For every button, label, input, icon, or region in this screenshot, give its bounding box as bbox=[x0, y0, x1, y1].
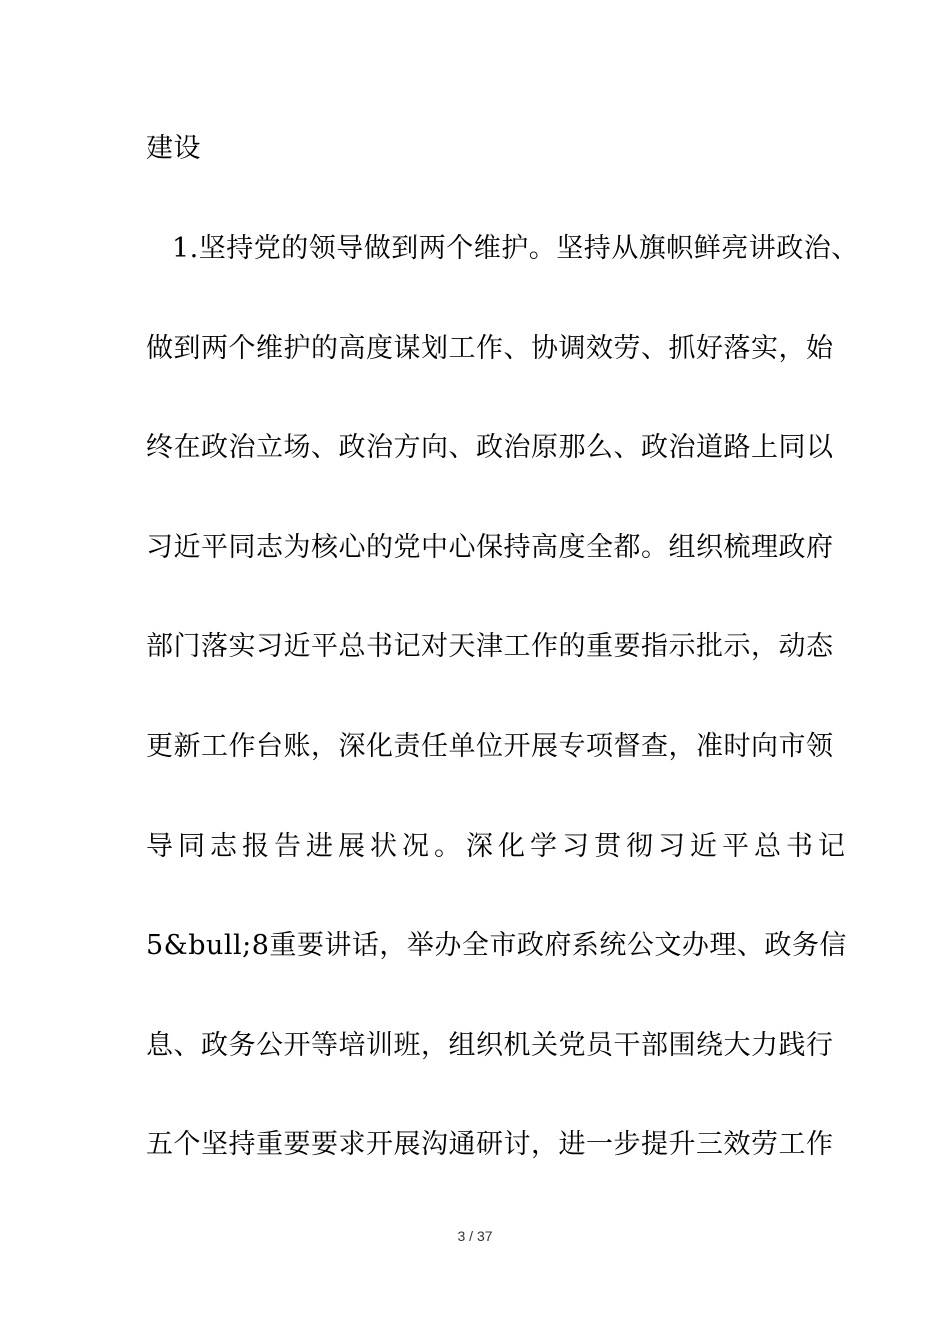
text-line-1: 建设 bbox=[146, 133, 201, 164]
text-line-3: 做到两个维护的高度谋划工作、协调效劳、抓好落实，始 bbox=[146, 333, 834, 364]
text-line-6: 部门落实习近平总书记对天津工作的重要指示批示，动态 bbox=[146, 631, 834, 662]
text-line-9: 5&bull;8重要讲话，举办全市政府系统公文办理、政务信 bbox=[146, 930, 847, 961]
text-line-5: 习近平同志为核心的党中心保持高度全都。组织梳理政府 bbox=[146, 532, 834, 563]
text-line-4: 终在政治立场、政治方向、政治原那么、政治道路上同以 bbox=[146, 432, 834, 463]
text-line-10: 息、政务公开等培训班，组织机关党员干部围绕大力践行 bbox=[146, 1030, 834, 1061]
text-line-11: 五个坚持重要要求开展沟通研讨，进一步提升三效劳工作 bbox=[146, 1129, 834, 1160]
text-line-7: 更新工作台账，深化责任单位开展专项督查，准时向市领 bbox=[146, 731, 834, 762]
page-number: 3 / 37 bbox=[457, 1228, 493, 1244]
text-line-2: 1.坚持党的领导做到两个维护。坚持从旗帜鲜亮讲政治、 bbox=[172, 233, 859, 264]
text-line-8: 导同志报告进展状况。深化学习贯彻习近平总书记 bbox=[146, 831, 850, 862]
